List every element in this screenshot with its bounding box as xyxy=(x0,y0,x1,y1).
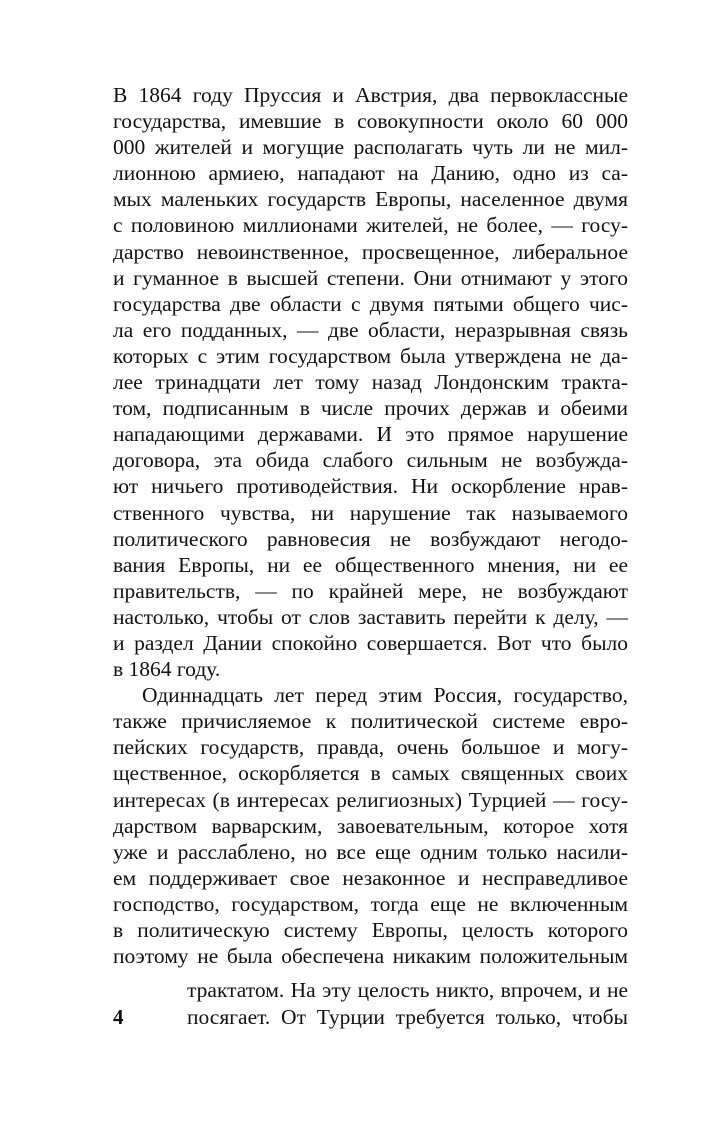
text-line: интересах (в интересах религиозных) Турцией — госу- xyxy=(113,787,628,812)
text-line: ют ничьего противодействия. Ни оскорбление нрав- xyxy=(113,474,628,499)
text-line: договора, эта обида слабого сильным не возбужда- xyxy=(113,448,628,473)
text-line: и гуманное в высшей степени. Они отнимают у этого xyxy=(113,265,628,290)
text-line: том, подписанным в числе прочих держав и обеими xyxy=(113,396,628,421)
document-body xyxy=(113,82,628,969)
text-line: уже и расслаблено, но все еще одним только насили- xyxy=(113,839,628,864)
text-line: государства две области с двумя пятыми общего чис- xyxy=(113,291,628,316)
text-line: посягает. От Турции требуется только, чтобы xyxy=(187,1005,628,1029)
text-line: политического равновесия не возбуждают негодо- xyxy=(113,526,628,551)
text-line: лионною армиею, нападают на Данию, одно из са- xyxy=(113,161,628,186)
text-line: трактатом. На эту целость никто, впрочем, и не xyxy=(187,978,628,1002)
text-line: мых маленьких государств Европы, населенное двумя xyxy=(113,187,628,212)
text-line: вания Европы, ни ее общественного мнения, ни ее xyxy=(113,552,628,577)
text-line: которых с этим государством была утверждена не да- xyxy=(113,343,628,368)
text-line: ственного чувства, ни нарушение так называемого xyxy=(113,500,628,525)
text-line: пейских государств, правда, очень большое и могу- xyxy=(113,735,628,760)
text-line: нападающими державами. И это прямое нарушение xyxy=(113,422,628,447)
text-line: щественное, оскорбляется в самых священных своих xyxy=(113,761,628,786)
text-line: и раздел Дании спокойно совершается. Вот что было xyxy=(113,630,628,655)
text-line: 000 жителей и могущие располагать чуть ли не мил- xyxy=(113,135,628,160)
text-line: ла его подданных, — две области, неразрывная связь xyxy=(113,317,628,342)
text-line: лее тринадцати лет тому назад Лондонским тракта- xyxy=(113,370,628,395)
text-line: дарством варварским, завоевательным, которое хотя xyxy=(113,813,628,838)
text-line: в 1864 году. xyxy=(113,657,221,682)
text-line: дарство невоинственное, просвещенное, либеральное xyxy=(113,239,628,264)
text-line: правительств, — по крайней мере, не возбуждают xyxy=(113,578,628,603)
text-line: государства, имевшие в совокупности около 60 000 xyxy=(113,109,628,134)
text-line: настолько, чтобы от слов заставить перейти к делу, — xyxy=(113,604,628,629)
text-line: с половиною миллионами жителей, не более, — госу- xyxy=(113,213,628,238)
text-line: также причисляемое к политической системе евро- xyxy=(113,709,628,734)
paragraph-2 xyxy=(113,682,628,969)
text-line: В 1864 году Пруссия и Австрия, два первоклассные xyxy=(113,83,628,107)
page-number: 4 xyxy=(113,1005,124,1029)
paragraph-1 xyxy=(113,82,628,682)
text-line: ем поддерживает свое незаконное и несправедливое xyxy=(113,865,628,890)
text-line: поэтому не была обеспечена никаким положительным xyxy=(113,944,628,969)
text-line: господство, государством, тогда еще не включенным xyxy=(113,891,628,916)
text-line: Одиннадцать лет перед этим Россия, государство, xyxy=(142,683,628,708)
text-line: в политическую систему Европы, целость которого xyxy=(113,918,628,942)
